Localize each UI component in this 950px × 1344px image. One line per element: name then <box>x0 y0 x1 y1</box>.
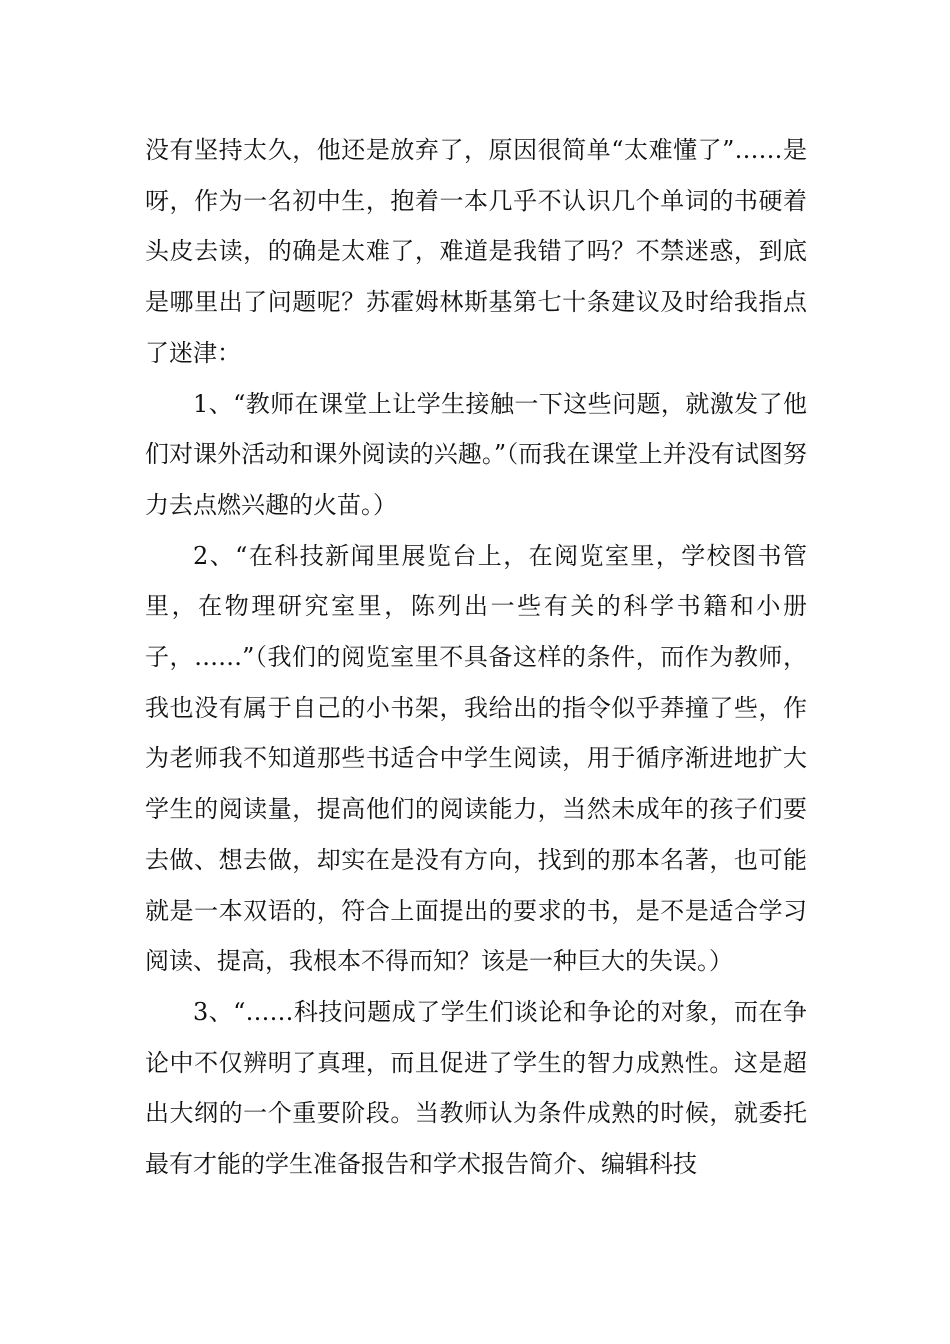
document-page <box>145 125 807 1190</box>
paragraph-continuation: 没有坚持太久，他还是放弃了，原因很简单“太难懂了”……是呀，作为一名初中生，抱着一本几乎不认识几个单词的书硬着头皮去读，的确是太难了，难道是我错了吗？不禁迷惑，到底是哪里出了问题呢？苏霍姆林斯基第七十条建议及时给我指点了迷津： <box>145 136 807 367</box>
paragraph-point-1: 1、“教师在课堂上让学生接触一下这些问题，就激发了他们对课外活动和课外阅读的兴趣。”（而我在课堂上并没有试图努力去点燃兴趣的火苗。） <box>145 389 807 519</box>
paragraph-point-2: 2、“在科技新闻里展览台上，在阅览室里，学校图书管里，在物理研究室里，陈列出一些有关的科学书籍和小册子，……”（我们的阅览室里不具备这样的条件，而作为教师，我也没有属于自己的小书架，我给出的指令似乎莽撞了些，作为老师我不知道那些书适合中学生阅读，用于循序渐进地扩大学生的阅读量，提高他们的阅读能力，当然未成年的孩子们要去做、想去做，却实在是没有方向，找到的那本名著，也可能就是一本双语的，符合上面提出的要求的书，是不是适合学习阅读、提高，我根本不得而知？该是一种巨大的失误。） <box>145 541 807 976</box>
paragraph-point-3: 3、“……科技问题成了学生们谈论和争论的对象，而在争论中不仅辨明了真理，而且促进了学生的智力成熟性。这是超出大纲的一个重要阶段。当教师认为条件成熟的时候，就委托最有才能的学生准备报告和学术报告简介、编辑科技 <box>145 997 807 1179</box>
